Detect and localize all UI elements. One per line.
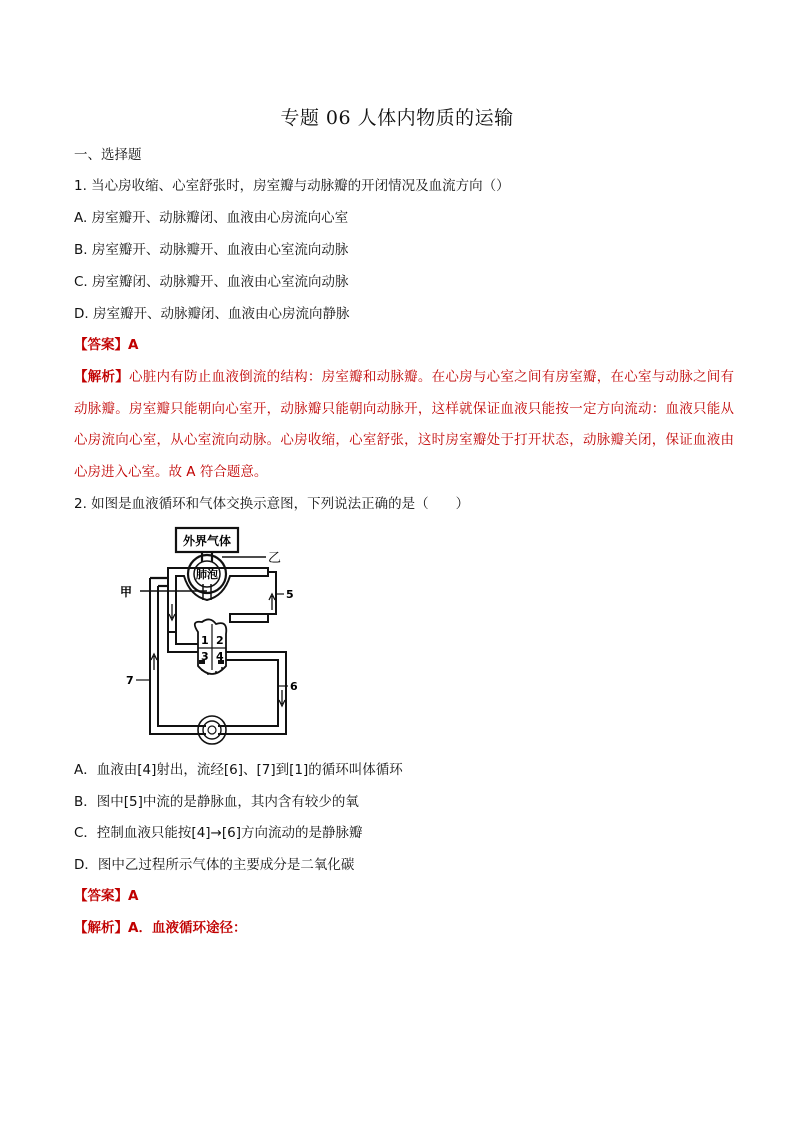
answer-tag: 【答案】: [74, 888, 128, 904]
question-2-option-d: D．图中乙过程所示气体的主要成分是二氧化碳: [74, 857, 355, 873]
question-2-stem: 2. 如图是血液循环和气体交换示意图，下列说法正确的是（ ）: [74, 496, 470, 512]
label-jia: 甲: [120, 585, 133, 599]
label-1: 1: [201, 634, 209, 647]
label-4: 4: [216, 650, 224, 663]
question-2-option-b: B．图中[5]中流的是静脉血，其内含有较少的氧: [74, 794, 359, 810]
question-1-option-d: D. 房室瓣开、动脉瓣闭、血液由心房流向静脉: [74, 306, 350, 322]
answer-tag: 【答案】: [74, 337, 128, 353]
analysis-tag: 【解析】: [74, 369, 130, 385]
question-2-analysis: [74, 918, 246, 938]
question-1-stem: 1. 当心房收缩、心室舒张时，房室瓣与动脉瓣的开闭情况及血流方向（）: [74, 178, 510, 194]
label-7: 7: [126, 674, 134, 687]
question-2-option-a: A．血液由[4]射出，流经[6]、[7]到[1]的循环叫体循环: [74, 762, 403, 778]
question-1-option-a: A. 房室瓣开、动脉瓣闭、血液由心房流向心室: [74, 210, 349, 226]
analysis-text: 心脏内有防止血液倒流的结构：房室瓣和动脉瓣。在心房与心室之间有房室瓣，在心室与动脉之间有动脉瓣。房室瓣只能朝向心室开，动脉瓣只能朝向动脉开，这样就保证血液只能按一定方向流动：血液只能从心房流向心室，从心室流向动脉。心房收缩，心室舒张，这时房室瓣处于打开状态，动脉瓣关闭，保证血液由心房进入心室。故 A 符合题意。: [74, 369, 735, 480]
analysis-tag: 【解析】: [74, 920, 128, 936]
alveolus-label: 肺泡: [196, 568, 218, 581]
question-2-option-c: C．控制血液只能按[4]→[6]方向流动的是静脉瓣: [74, 825, 363, 841]
question-2-answer: [74, 886, 138, 906]
page-title: 专题 06 人体内物质的运输: [280, 107, 514, 129]
section-heading: 一、选择题: [74, 147, 142, 163]
external-air-label: 外界气体: [182, 534, 232, 548]
label-3: 3: [201, 650, 209, 663]
analysis-text: A．血液循环途径：: [128, 920, 247, 936]
label-2: 2: [216, 634, 224, 647]
question-1-option-c: C. 房室瓣闭、动脉瓣开、血液由心室流向动脉: [74, 274, 349, 290]
label-yi: 乙: [268, 551, 282, 566]
answer-value: A: [128, 337, 139, 353]
blood-circulation-diagram: [118, 520, 318, 752]
answer-value: A: [128, 888, 139, 904]
question-1-analysis: [74, 362, 734, 488]
question-1-option-b: B. 房室瓣开、动脉瓣开、血液由心室流向动脉: [74, 242, 349, 258]
label-5: 5: [286, 588, 294, 601]
label-6: 6: [290, 680, 298, 693]
question-1-answer: [74, 335, 138, 355]
